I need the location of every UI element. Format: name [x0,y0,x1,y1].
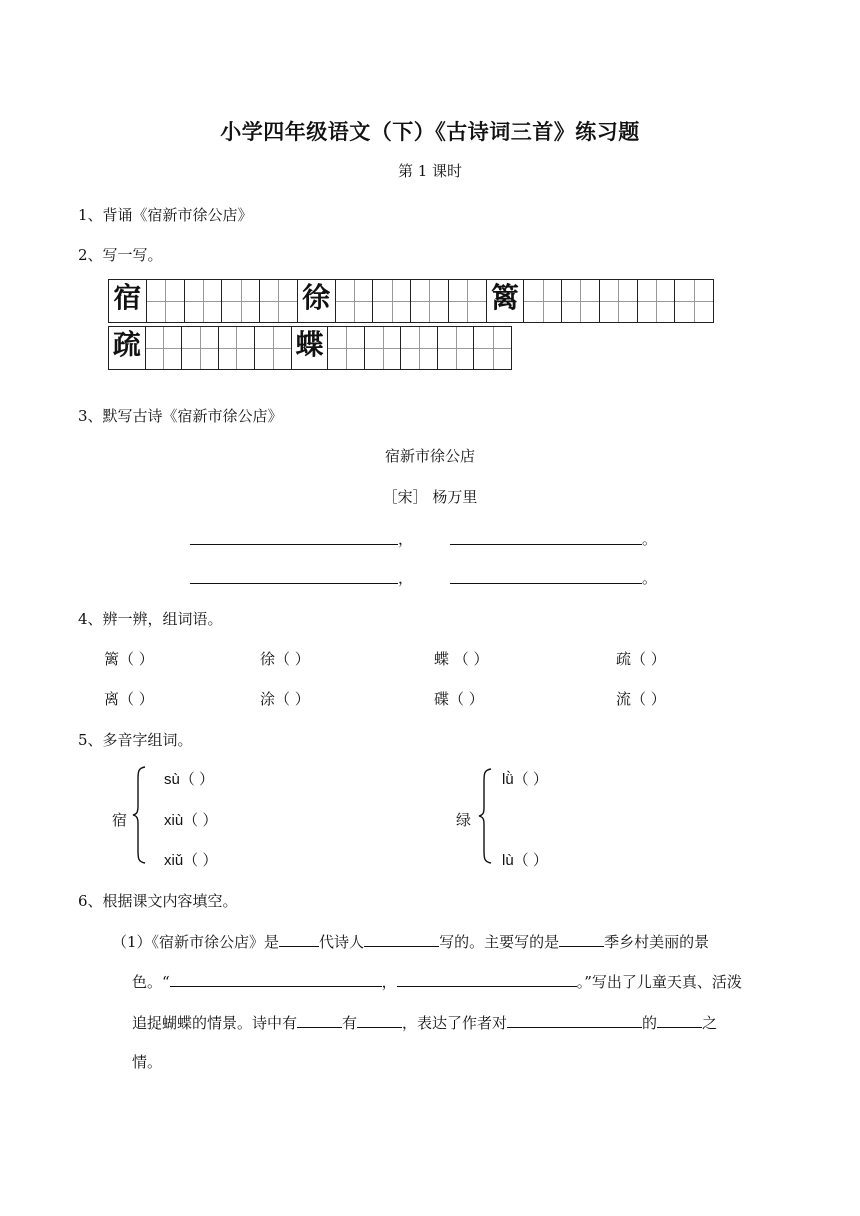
fill-in-paragraph-line-3: 追捉蝴蝶的情景。诗中有 有 ，表达了作者对 的 之 [132,1011,717,1033]
word-group-item[interactable]: 碟（ ） [434,690,484,708]
word-group-item[interactable]: 流（ ） [616,690,666,708]
grid-guide-horizontal [638,301,675,302]
grid-cell-with-char [292,327,329,369]
grid-guide-horizontal [365,348,401,349]
grid-cell-empty[interactable] [401,327,438,369]
word-group-item[interactable]: 涂（ ） [260,690,310,708]
polyphone-char: 绿 [456,811,472,829]
grid-guide-horizontal [182,348,218,349]
grid-cell-empty[interactable] [411,280,449,322]
grid-cell-empty[interactable] [185,280,223,322]
writing-grid-row-1 [108,279,714,323]
grid-cell-empty[interactable] [328,327,365,369]
fill-blank[interactable] [279,930,319,947]
question-3: 3、默写古诗《宿新市徐公店》 [78,407,283,425]
grid-guide-horizontal [146,348,182,349]
poem-blank-line[interactable] [190,544,398,545]
grid-guide-horizontal [474,348,511,349]
grid-character: 疏 [112,328,141,361]
question-6: 6、根据课文内容填空。 [78,892,238,910]
word-group-item[interactable]: 离（ ） [104,690,154,708]
grid-character: 蝶 [295,328,324,361]
grid-guide-horizontal [222,301,259,302]
grid-guide-horizontal [373,301,410,302]
grid-cell-empty[interactable] [182,327,219,369]
page-title: 小学四年级语文（下）《古诗词三首》练习题 [220,119,640,144]
word-group-item[interactable]: 蝶 （ ） [434,650,489,668]
polyphone-item[interactable]: lù（ ） [502,852,548,869]
grid-guide-horizontal [438,348,474,349]
fill-blank[interactable] [559,930,604,947]
fill-in-paragraph-line-1: （1）《宿新市徐公店》是 代诗人 写的。主要写的是 季乡村美丽的景 [112,930,709,952]
poem-author: ［宋］ 杨万里 [382,488,478,506]
fill-blank[interactable] [364,930,439,947]
grid-cell-empty[interactable] [255,327,292,369]
grid-cell-with-char [109,280,147,322]
question-5: 5、多音字组词。 [78,731,193,749]
fill-blank[interactable] [357,1011,402,1028]
grid-character: 篱 [490,281,519,314]
grid-guide-horizontal [328,348,364,349]
poem-comma: ， [398,530,414,548]
word-group-item[interactable]: 疏（ ） [616,650,666,668]
fill-in-paragraph-line-2: 色。“ ， 。”写出了儿童天真、活泼 [132,970,742,992]
grid-cell-empty[interactable] [260,280,298,322]
poem-title: 宿新市徐公店 [384,447,475,465]
grid-guide-horizontal [147,301,184,302]
polyphone-item[interactable]: xiù（ ） [164,812,218,829]
polyphone-char: 宿 [112,811,128,829]
grid-cell-with-char [487,280,525,322]
grid-guide-horizontal [524,301,561,302]
poem-blank-line[interactable] [190,583,398,584]
fill-blank[interactable] [297,1011,342,1028]
grid-cell-empty[interactable] [373,280,411,322]
grid-cell-empty[interactable] [562,280,600,322]
grid-character: 徐 [302,281,331,314]
right-brace [478,768,492,864]
question-2: 2、写一写。 [78,246,163,264]
word-group-item[interactable]: 篱（ ） [104,650,154,668]
grid-guide-horizontal [411,301,448,302]
poem-blank-line[interactable] [450,544,642,545]
question-1: 1、背诵《宿新市徐公店》 [78,206,253,224]
grid-cell-empty[interactable] [219,327,256,369]
grid-cell-empty[interactable] [638,280,676,322]
grid-guide-horizontal [255,348,291,349]
grid-cell-with-char [298,280,336,322]
grid-cell-empty[interactable] [600,280,638,322]
grid-cell-empty[interactable] [365,327,402,369]
fill-blank[interactable] [170,970,382,987]
polyphone-item[interactable]: xiǔ（ ） [164,852,218,869]
grid-cell-empty[interactable] [438,327,475,369]
question-4: 4、辨一辨，组词语。 [78,610,223,628]
grid-cell-empty[interactable] [222,280,260,322]
grid-cell-empty[interactable] [474,327,511,369]
grid-character: 宿 [113,281,142,314]
grid-guide-horizontal [336,301,373,302]
grid-cell-empty[interactable] [524,280,562,322]
grid-guide-horizontal [219,348,255,349]
grid-guide-horizontal [562,301,599,302]
poem-blank-line[interactable] [450,583,642,584]
grid-guide-horizontal [600,301,637,302]
writing-grid-row-2 [108,326,512,370]
grid-guide-horizontal [449,301,486,302]
poem-period: 。 [642,569,658,587]
grid-guide-horizontal [185,301,222,302]
fill-blank[interactable] [657,1011,702,1028]
poem-comma: ， [398,569,414,587]
grid-cell-empty[interactable] [449,280,487,322]
poem-period: 。 [642,530,658,548]
word-group-item[interactable]: 徐（ ） [260,650,310,668]
polyphone-item[interactable]: lǜ（ ） [502,771,548,788]
left-brace [132,766,146,864]
grid-guide-horizontal [260,301,297,302]
grid-cell-empty[interactable] [336,280,374,322]
fill-blank[interactable] [397,970,577,987]
grid-cell-empty[interactable] [675,280,713,322]
grid-guide-horizontal [675,301,713,302]
grid-cell-empty[interactable] [147,280,185,322]
fill-blank[interactable] [507,1011,642,1028]
fill-in-paragraph-line-4: 情。 [132,1053,163,1071]
polyphone-item[interactable]: sù（ ） [164,771,215,788]
grid-guide-horizontal [401,348,437,349]
grid-cell-with-char [109,327,146,369]
lesson-subtitle: 第 1 课时 [397,162,463,180]
grid-cell-empty[interactable] [146,327,183,369]
